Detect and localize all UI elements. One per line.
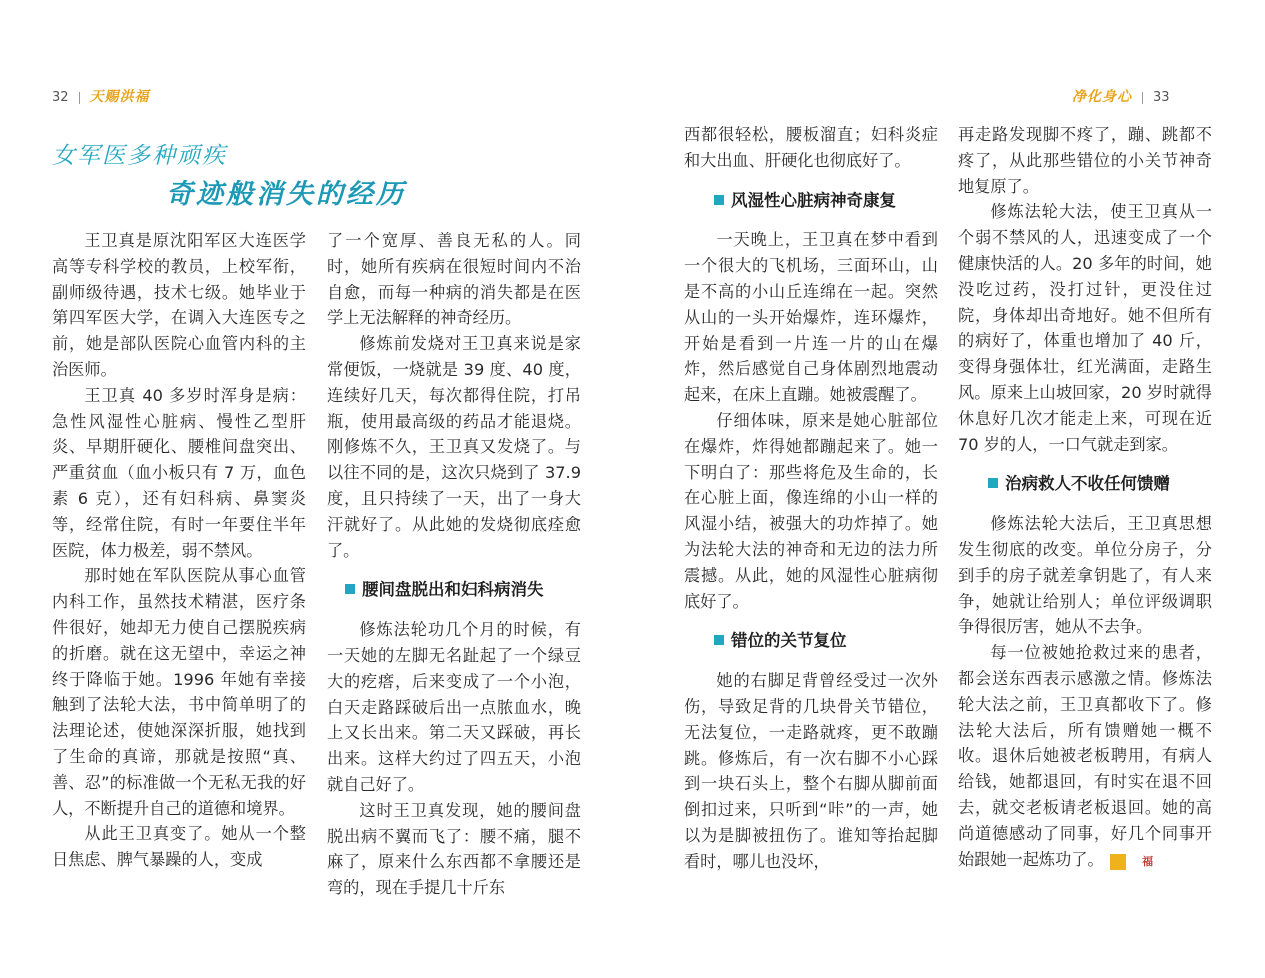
paragraph: 修炼法轮功几个月的时候，有一天她的左脚无名趾起了一个绿豆大的疙瘩，后来变成了一个小泡，白天走路踩破后出一点脓血水，晚上又长出来。第二天又踩破，再长出来。这样大约过了四五天，小泡就自己好了。 bbox=[327, 620, 581, 794]
paragraph: 仔细体味，原来是她心脏部位在爆炸，炸得她都蹦起来了。她一下明白了：那些将危及生命的，长在心脏上面，像连绵的小山一样的风湿小结，被强大的功炸掉了。她为法轮大法的神奇和无边的法力所震撼。从此，她的风湿性心脏病彻底好了。 bbox=[684, 410, 938, 611]
paragraph: 王卫真 40 多岁时浑身是病：急性风湿性心脏病、慢性乙型肝炎、早期肝硬化、腰椎间盘突出、严重贫血（血小板只有 7 万，血色素 6 克），还有妇科病、鼻窦炎等，经常住院，有时一年要住半年医院，体力极差，弱不禁风。 bbox=[52, 385, 306, 560]
header-divider bbox=[1142, 92, 1143, 104]
text-column-3 bbox=[684, 122, 938, 875]
section-heading-waist: 腰间盘脱出和妇科病消失 bbox=[327, 577, 581, 603]
right-page-number: 33 bbox=[1153, 90, 1170, 105]
paragraph: 修炼法轮大法，使王卫真从一个弱不禁风的人，迅速变成了一个健康快活的人。20 多年的时间，她没吃过药，没打过针，更没住过院，身体却出奇地好。她不但所有的病好了，体重也增加了 40 斤，变得身强体壮，红光满面，走路生风。原来上山坡回家，20 岁时就得休息好几次才能走上来，可现在近 70 岁的人，一口气就走到家。 bbox=[958, 202, 1212, 454]
square-bullet-icon bbox=[345, 584, 355, 594]
paragraph: 修炼前发烧对王卫真来说是家常便饭，一烧就是 39 度、40 度，连续好几天，每次都得住院，打吊瓶，使用最高级的药品才能退烧。刚修炼不久，王卫真又发烧了。与以往不同的是，这次只烧到了 37.9 度，且只持续了一天，出了一身大汗就好了。从此她的发烧彻底痊愈了。 bbox=[327, 334, 581, 560]
paragraph: 修炼法轮大法后，王卫真思想发生彻底的改变。单位分房子，分到手的房子就差拿钥匙了，有人来争，她就让给别人；单位评级调职争得很厉害，她从不去争。 bbox=[958, 514, 1212, 637]
text-column-2 bbox=[327, 228, 581, 901]
right-page-header bbox=[1072, 86, 1170, 106]
paragraph: 每一位被她抢救过来的患者，都会送东西表示感激之情。修炼法轮大法之前，王卫真都收下了。修法轮大法后，所有馈赠她一概不收。退休后她被老板聘用，有病人给钱，她都退回，有时实在退不回去，就交老板请老板退回。她的高尚道德感动了同事，好几个同事开始跟她一起炼功了。 福 bbox=[958, 643, 1212, 869]
left-section-title: 天赐洪福 bbox=[89, 89, 150, 105]
paragraph: 这时王卫真发现，她的腰间盘脱出病不翼而飞了：腰不痛，腿不麻了，原来什么东西都不拿腰还是弯的，现在手提几十斤东 bbox=[327, 800, 581, 898]
section-heading-joint: 错位的关节复位 bbox=[684, 628, 938, 654]
paragraph: 西都很轻松，腰板溜直；妇科炎症和大出血、肝硬化也彻底好了。 bbox=[684, 125, 938, 170]
square-bullet-icon bbox=[988, 478, 998, 488]
paragraph: 了一个宽厚、善良无私的人。同时，她所有疾病在很短时间内不治自愈，而每一种病的消失都是在医学上无法解释的神奇经历。 bbox=[327, 231, 581, 328]
paragraph: 她的右脚足背曾经受过一次外伤，导致足背的几块骨关节错位，无法复位，一走路就疼，更不敢蹦跳。修炼后，有一次右脚不小心踩到一块石头上，整个右脚从脚前面倒扣过来，只听到“咔”的一声，她以为是脚被扭伤了。谁知等抬起脚看时，哪儿也没坏， bbox=[684, 671, 938, 871]
left-page-number: 32 bbox=[52, 90, 69, 105]
paragraph: 再走路发现脚不疼了，蹦、跳都不疼了，从此那些错位的小关节神奇地复原了。 bbox=[958, 125, 1212, 196]
square-bullet-icon bbox=[714, 195, 724, 205]
paragraph: 从此王卫真变了。她从一个整日焦虑、脾气暴躁的人，变成 bbox=[52, 824, 306, 870]
paragraph: 王卫真是原沈阳军区大连医学高等专科学校的教员，上校军衔，副师级待遇，技术七级。她毕业于第四军医大学，在调入大连医专之前，她是部队医院心血管内科的主治医师。 bbox=[52, 231, 306, 379]
section-heading-gifts: 治病救人不收任何馈赠 bbox=[958, 471, 1212, 497]
header-divider bbox=[79, 92, 80, 104]
text-column-1 bbox=[52, 228, 306, 873]
article-title-line1: 女军医多种顽疾 bbox=[52, 143, 227, 169]
right-section-title: 净化身心 bbox=[1072, 89, 1132, 105]
text-column-4 bbox=[958, 122, 1212, 872]
section-heading-heart: 风湿性心脏病神奇康复 bbox=[684, 188, 938, 214]
paragraph: 那时她在军队医院从事心血管内科工作，虽然技术精湛，医疗条件很好，她却无力使自己摆脱疾病的折磨。就在这无望中，幸运之神终于降临于她。1996 年她有幸接触到了法轮大法，书中简单明了的法理论述，使她深深折服，她找到了生命的真谛，那就是按照“真、善、忍”的标准做一个无私无我的好人，不断提升自己的道德和境界。 bbox=[52, 566, 306, 818]
paragraph: 一天晚上，王卫真在梦中看到一个很大的飞机场，三面环山，山是不高的小山丘连绵在一起。突然从山的一头开始爆炸，连环爆炸，开始是看到一片连一片的山在爆炸，然后感觉自己身体剧烈地震动起来，在床上直蹦。她被震醒了。 bbox=[684, 230, 938, 405]
left-page-header bbox=[52, 86, 150, 106]
end-of-article-mark-icon: 福 bbox=[1110, 854, 1126, 870]
article-title-line2: 奇迹般消失的经历 bbox=[166, 179, 406, 210]
square-bullet-icon bbox=[714, 635, 724, 645]
